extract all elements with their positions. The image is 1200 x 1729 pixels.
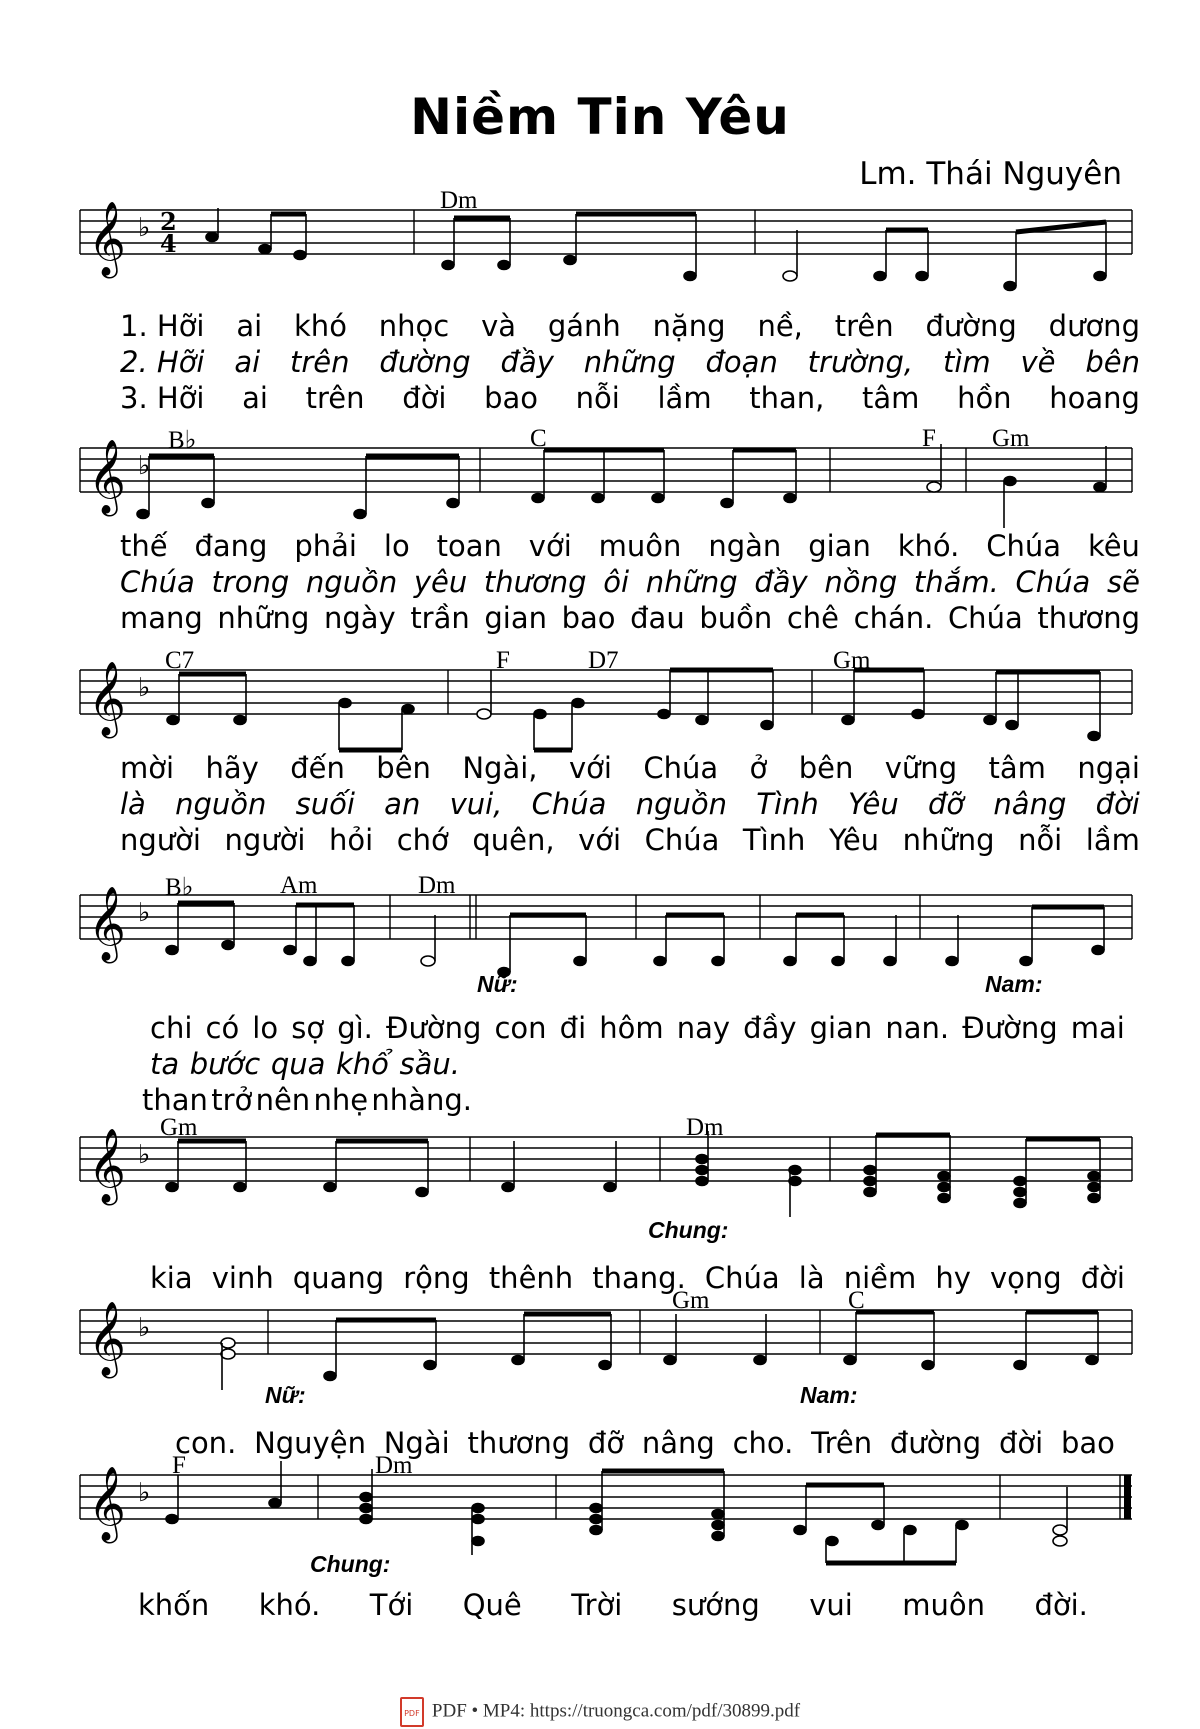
lyric-word: Đường	[962, 1011, 1058, 1045]
lyric-line-verse-1	[120, 308, 1140, 344]
lyric-word: và	[481, 309, 517, 343]
lyric-word: nên	[255, 1083, 311, 1117]
lyric-word: nhọc	[378, 309, 450, 343]
lyric-word: muôn	[902, 1588, 986, 1622]
lyric-word: thế	[120, 529, 168, 563]
lyric-word: đi	[559, 1011, 587, 1045]
chord-symbol: F	[496, 647, 510, 674]
lyric-line-verse-2	[120, 564, 1140, 600]
chord-symbol: Dm	[375, 1452, 413, 1479]
lyric-word: nâng	[993, 787, 1067, 821]
lyric-word: hy	[935, 1261, 971, 1295]
lyric-word: Chúa	[1015, 565, 1091, 599]
treble-clef-icon: 𝄞	[88, 1467, 126, 1541]
lyric-word: Tình	[756, 787, 819, 821]
lyric-word: an	[384, 787, 421, 821]
chord-symbol: F	[172, 1452, 186, 1479]
lyric-line-verse-3	[120, 822, 1140, 858]
chord-symbol: B♭	[168, 427, 197, 454]
lyric-word: Trên	[811, 1426, 873, 1460]
lyric-word: cho.	[732, 1426, 794, 1460]
staff-system-7	[0, 1452, 1200, 1655]
lyric-word: quên,	[472, 823, 555, 857]
lyric-word: lo	[252, 1011, 279, 1045]
chord-symbol: C7	[165, 647, 195, 674]
lyric-word: Chúa	[947, 601, 1023, 635]
lyric-line-verse-3	[120, 600, 1140, 636]
lyric-word: đỡ	[587, 1426, 625, 1460]
svg-text:2: 2	[160, 207, 177, 236]
lyric-word: Trời	[571, 1588, 623, 1622]
lyric-word: lầm	[657, 381, 712, 415]
lyric-word: với	[578, 823, 622, 857]
lyric-word: Tình	[742, 823, 806, 857]
lyric-line-verse-2	[150, 1046, 460, 1082]
lyrics-block	[142, 1010, 1125, 1118]
chord-symbol: F	[922, 425, 936, 452]
lyric-word: đời	[402, 381, 447, 415]
lyric-word: than,	[749, 381, 825, 415]
lyric-word: yêu	[413, 565, 468, 599]
lyric-word: Quê	[462, 1588, 522, 1622]
lyric-word: Yêu	[828, 823, 880, 857]
lyric-word: đầy	[500, 345, 554, 379]
lyric-word: thương	[483, 565, 587, 599]
lyric-word: thương	[1037, 601, 1140, 635]
lyric-word: mời	[120, 751, 175, 785]
lyric-word: đang	[194, 529, 268, 563]
lyric-word: đường	[889, 1426, 982, 1460]
lyric-line-verse-1	[120, 528, 1140, 564]
lyric-word: nguồn	[635, 787, 727, 821]
lyric-word: chi	[150, 1011, 193, 1045]
lyric-word: có	[205, 1011, 240, 1045]
treble-clef-icon: 𝄞	[88, 1302, 126, 1376]
lyric-word: vọng	[989, 1261, 1062, 1295]
lyric-word: là	[798, 1261, 825, 1295]
lyric-word: khó.	[258, 1588, 321, 1622]
lyric-word: đến	[290, 751, 345, 785]
part-label-women: Nữ:	[477, 971, 518, 997]
lyric-word: với	[568, 751, 612, 785]
lyric-word: 1. Hỡi	[120, 309, 205, 343]
lyric-word: đau	[630, 601, 685, 635]
lyric-word: ôi	[603, 565, 630, 599]
lyric-word: tâm	[988, 751, 1046, 785]
chord-symbol: Gm	[833, 647, 871, 674]
lyric-word: Đường	[385, 1011, 482, 1045]
lyric-word: nay	[676, 1011, 731, 1045]
lyric-word: bao	[1061, 1426, 1115, 1460]
part-label-women: Nữ:	[265, 1382, 306, 1408]
staff-notation	[0, 1290, 1200, 1400]
lyric-word: Chúa	[643, 751, 719, 785]
lyric-word: khổ	[335, 1047, 389, 1081]
staff-system-4	[0, 872, 1200, 1117]
lyric-word: khó.	[897, 529, 960, 563]
lyric-line-verse-3	[142, 1082, 472, 1118]
lyric-line-verse-2	[120, 786, 1140, 822]
lyric-word: quang	[292, 1261, 385, 1295]
lyric-word: bên	[1085, 345, 1140, 379]
lyric-word: ta	[150, 1047, 180, 1081]
lyric-word: người	[224, 823, 306, 857]
lyric-word: những	[217, 601, 310, 635]
lyric-word: chán.	[853, 601, 934, 635]
lyric-word: con	[494, 1011, 547, 1045]
lyric-word: bao	[484, 381, 538, 415]
chord-symbol: Am	[280, 872, 318, 899]
staff-system-2	[0, 425, 1200, 635]
lyric-word: nặng	[652, 309, 726, 343]
lyric-word: bên	[798, 751, 854, 785]
lyric-word: Chúa	[704, 1261, 780, 1295]
lyric-word: Nguyện	[254, 1426, 366, 1460]
lyric-word: Ngài,	[462, 751, 538, 785]
flat-sign-icon: ♭	[138, 1140, 151, 1170]
lyric-word: đời	[999, 1426, 1044, 1460]
part-label-all: Chung:	[310, 1551, 391, 1577]
staff-system-6	[0, 1287, 1200, 1460]
lyric-word: khốn	[138, 1588, 210, 1622]
lyrics-block	[120, 528, 1140, 636]
lyric-word: bên	[376, 751, 431, 785]
lyric-word: trần	[410, 601, 470, 635]
staff-notation	[0, 190, 1200, 300]
chord-symbol: Gm	[992, 425, 1030, 452]
chord-symbol: B♭	[165, 874, 194, 901]
lyric-word: lo	[383, 529, 410, 563]
lyric-word: chớ	[396, 823, 449, 857]
lyric-word: Chúa	[986, 529, 1062, 563]
lyric-word: vững	[884, 751, 958, 785]
lyric-word: gì.	[337, 1011, 373, 1045]
lyric-word: ngàn	[708, 529, 782, 563]
lyric-word: toan	[436, 529, 502, 563]
lyric-word: đời	[1080, 1261, 1125, 1295]
lyric-word: thênh	[488, 1261, 574, 1295]
lyric-word: Tới	[369, 1588, 414, 1622]
lyric-word: niềm	[843, 1261, 917, 1295]
svg-text:4: 4	[160, 229, 177, 258]
lyric-word: hãy	[205, 751, 259, 785]
lyric-word: trên	[305, 381, 365, 415]
lyric-word: vinh	[211, 1261, 274, 1295]
lyric-word: vui,	[449, 787, 503, 821]
lyric-word: khó	[294, 309, 347, 343]
lyric-line-verse-1	[120, 750, 1140, 786]
lyric-word: trường,	[807, 345, 914, 379]
lyric-word: hoang	[1049, 381, 1140, 415]
lyric-word: mang	[120, 601, 203, 635]
flat-sign-icon: ♭	[138, 673, 151, 703]
lyric-word: gian	[808, 529, 871, 563]
lyric-word: về	[1020, 345, 1056, 379]
lyric-word: nguồn	[305, 565, 398, 599]
lyric-word: buồn	[699, 601, 773, 635]
lyric-word: đầy	[743, 1011, 797, 1045]
lyric-word: thương	[467, 1426, 571, 1460]
lyrics-block	[120, 750, 1140, 858]
lyric-word: hỏi	[329, 823, 374, 857]
lyric-word: rộng	[403, 1261, 470, 1295]
lyric-word: trên	[290, 345, 350, 379]
lyric-word: nan.	[885, 1011, 950, 1045]
chord-symbol: Dm	[418, 872, 456, 899]
flat-sign-icon: ♭	[138, 898, 151, 928]
chord-symbol: C	[848, 1287, 865, 1314]
lyric-word: phải	[294, 529, 357, 563]
chord-symbol: C	[530, 425, 547, 452]
lyric-line-verse-1	[150, 1010, 1125, 1046]
lyric-word: sẽ	[1106, 565, 1140, 599]
lyric-word: ngại	[1077, 751, 1140, 785]
lyric-word: gian	[809, 1011, 873, 1045]
flat-sign-icon: ♭	[138, 1313, 151, 1343]
lyric-line-verse-1	[138, 1587, 1088, 1623]
lyric-word: đường	[379, 345, 471, 379]
lyric-word: gánh	[547, 309, 621, 343]
part-label-men: Nam:	[985, 971, 1043, 997]
pdf-icon: PDF	[400, 1697, 424, 1727]
lyric-word: Chúa	[644, 823, 720, 857]
lyric-word: đầy	[754, 565, 808, 599]
treble-clef-icon: 𝄞	[88, 440, 126, 514]
lyric-word: bao	[561, 601, 616, 635]
lyric-word: hôm	[599, 1011, 664, 1045]
lyric-word: trong	[211, 565, 290, 599]
lyric-word: sầu.	[399, 1047, 460, 1081]
lyric-word: đời	[1095, 787, 1140, 821]
lyric-word: lầm	[1085, 823, 1140, 857]
lyric-word: những	[645, 565, 738, 599]
treble-clef-icon: 𝄞	[88, 1129, 126, 1203]
lyric-word: nguồn	[175, 787, 267, 821]
lyric-word: là	[120, 787, 146, 821]
lyric-word: ai	[236, 309, 263, 343]
lyric-word: con.	[175, 1426, 237, 1460]
lyric-word: sướng	[671, 1588, 760, 1622]
lyric-word: vui	[809, 1588, 853, 1622]
lyric-word: Chúa	[531, 787, 607, 821]
lyric-word: kêu	[1087, 529, 1140, 563]
lyric-word: nỗi	[575, 381, 620, 415]
treble-clef-icon: 𝄞	[88, 202, 126, 276]
treble-clef-icon: 𝄞	[88, 887, 126, 961]
lyric-word: những	[902, 823, 995, 857]
lyric-word: suối	[295, 787, 355, 821]
lyric-word: đỡ	[928, 787, 965, 821]
lyric-word: nhàng.	[371, 1083, 472, 1117]
footer-link[interactable]	[0, 1697, 1200, 1727]
lyric-word: ai	[234, 345, 261, 379]
chord-symbol: Gm	[160, 1114, 198, 1141]
lyric-word: dương	[1048, 309, 1140, 343]
lyric-word: ngày	[323, 601, 396, 635]
lyric-word: đường	[925, 309, 1017, 343]
lyric-word: gian	[484, 601, 547, 635]
lyric-word: Ngài	[383, 1426, 450, 1460]
lyric-word: những	[583, 345, 676, 379]
lyric-line-verse-3	[120, 380, 1140, 416]
lyric-word: chê	[786, 601, 840, 635]
lyric-word: tìm	[942, 345, 991, 379]
lyric-word: ở	[749, 751, 768, 785]
lyric-word: thang.	[592, 1261, 686, 1295]
composer: Lm. Thái Nguyên	[859, 156, 1122, 192]
flat-sign-icon: ♭	[138, 451, 151, 481]
chord-symbol: Dm	[440, 187, 478, 214]
lyric-word: qua	[270, 1047, 326, 1081]
staff-system-1	[0, 187, 1200, 415]
lyric-word: bước	[189, 1047, 261, 1081]
lyrics-block	[120, 308, 1140, 416]
lyric-word: đoạn	[705, 345, 778, 379]
flat-sign-icon: ♭	[138, 1478, 151, 1508]
lyric-word: đời.	[1034, 1588, 1088, 1622]
lyric-word: Chúa	[120, 565, 195, 599]
lyric-word: nỗi	[1018, 823, 1063, 857]
staff-system-3	[0, 647, 1200, 857]
lyric-word: trở	[211, 1083, 253, 1117]
lyric-word: hồn	[957, 381, 1012, 415]
lyric-line-verse-2	[120, 344, 1140, 380]
lyric-word: nồng	[824, 565, 898, 599]
treble-clef-icon: 𝄞	[88, 662, 126, 736]
chord-symbol: Gm	[672, 1287, 710, 1314]
flat-sign-icon: ♭	[138, 213, 151, 243]
lyric-word: nề,	[757, 309, 803, 343]
lyric-word: sợ	[291, 1011, 325, 1045]
lyric-word: trên	[834, 309, 894, 343]
lyric-word: thắm.	[913, 565, 999, 599]
staff-system-5	[0, 1114, 1200, 1317]
lyric-word: mai	[1070, 1011, 1125, 1045]
lyric-word: ai	[242, 381, 268, 415]
lyric-word: nhẹ	[313, 1083, 369, 1117]
lyric-word: với	[528, 529, 572, 563]
lyric-word: 2. Hỡi	[120, 345, 205, 379]
chord-symbol: D7	[588, 647, 619, 674]
lyric-word: kia	[150, 1261, 193, 1295]
lyric-word: người	[120, 823, 201, 857]
lyric-word: 3. Hỡi	[120, 381, 205, 415]
song-title: Niềm Tin Yêu	[410, 88, 790, 146]
footer-text[interactable]: PDF • MP4: https://truongca.com/pdf/30899.pdf	[431, 1700, 801, 1722]
lyric-word: than	[142, 1083, 208, 1117]
chord-symbol: Dm	[686, 1114, 724, 1141]
lyrics-block	[138, 1587, 1088, 1623]
part-label-all: Chung:	[648, 1217, 729, 1243]
lyric-word: nâng	[641, 1426, 715, 1460]
lyric-word: Yêu	[848, 787, 899, 821]
lyric-word: tâm	[862, 381, 920, 415]
part-label-men: Nam:	[800, 1382, 858, 1408]
lyric-word: muôn	[598, 529, 682, 563]
